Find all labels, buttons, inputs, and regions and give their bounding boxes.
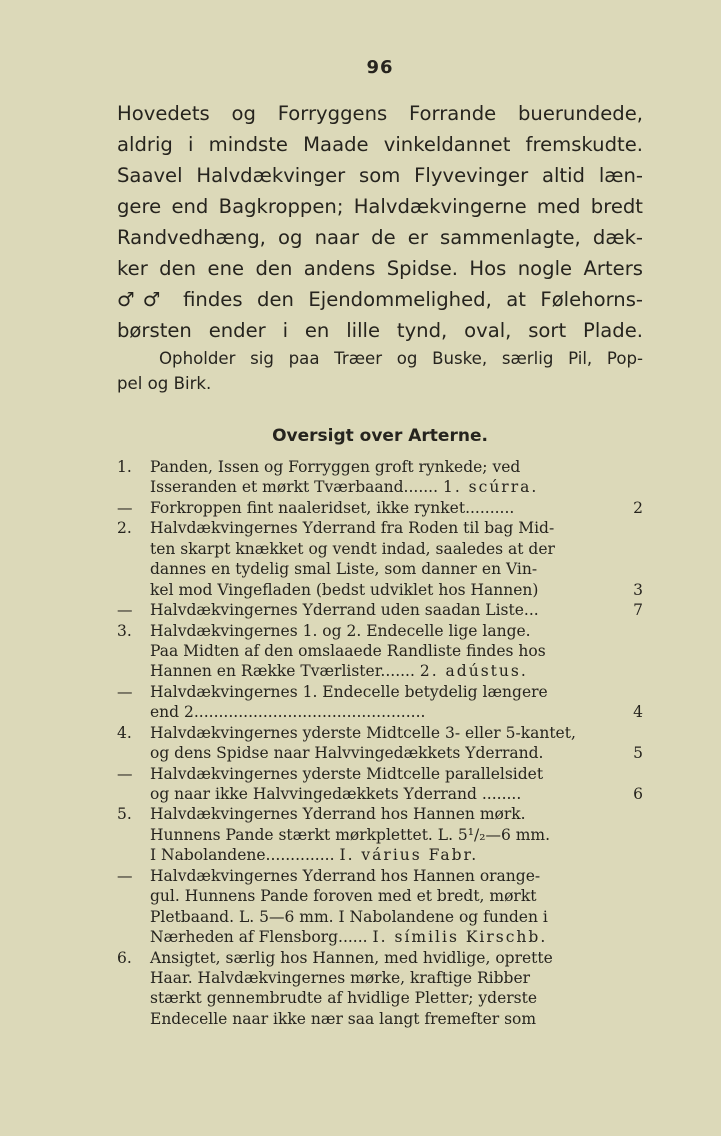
- habitat-line: pel og Birk.: [117, 374, 212, 393]
- key-text: [150, 845, 628, 865]
- key-text-body: Halvdækvingernes Yderrand hos Hannen mørk.: [150, 805, 526, 824]
- key-text-body: Forkroppen fint naaleridset, ikke rynket..........: [150, 498, 515, 517]
- key-text-body: Endecelle naar ikke nær saa langt fremefter som: [150, 1009, 537, 1028]
- key-text-body: ten skarpt knækket og vendt indad, saaledes at der: [150, 539, 555, 558]
- species-name: 2. adústus.: [419, 662, 528, 681]
- key-text: [150, 600, 628, 620]
- intro-paragraph: [117, 98, 643, 346]
- key-text: [150, 968, 628, 988]
- key-text: [150, 948, 628, 968]
- key-text-body: Halvdækvingernes Yderrand uden saadan Liste...: [150, 601, 539, 620]
- key-text: [150, 518, 628, 538]
- key-text-body: stærkt gennembrudte af hvidlige Pletter; yderste: [150, 989, 538, 1008]
- species-key: [117, 457, 643, 1029]
- key-row: [117, 600, 643, 620]
- key-number: 1.: [117, 458, 132, 476]
- key-row: [117, 743, 643, 763]
- key-text-body: Isseranden et mørkt Tværbaand.......: [150, 478, 443, 497]
- key-text-body: og dens Spidse naar Halvvingedækkets Yderrand.: [150, 744, 544, 763]
- intro-line: Hovedets og Forryggens Forrande buerundede,: [117, 102, 643, 125]
- key-text: [150, 661, 628, 681]
- key-row: [117, 457, 643, 477]
- key-text-body: Halvdækvingernes Yderrand hos Hannen orange-: [150, 866, 541, 885]
- key-number: 6.: [117, 948, 132, 967]
- key-number: 3.: [117, 621, 132, 640]
- species-name: I. várius Fabr.: [339, 846, 479, 865]
- key-row: [117, 539, 643, 559]
- key-text-body: Halvdækvingernes yderste Midtcelle parallelsidet: [150, 764, 544, 783]
- key-text-body: I Nabolandene..............: [150, 846, 340, 865]
- key-reference: 2: [633, 498, 643, 517]
- intro-line: ♂♂ findes den Ejendommelighed, at Følehorns-: [117, 288, 643, 311]
- key-reference: 4: [633, 703, 643, 722]
- intro-line: Randvedhæng, og naar de er sammenlagte, dæk-: [117, 226, 643, 249]
- key-text-body: Pletbaand. L. 5—6 mm. I Nabolandene og funden i: [150, 907, 548, 926]
- key-row: [117, 518, 643, 538]
- key-text-body: Haar. Halvdækvingernes mørke, kraftige Ribber: [150, 968, 531, 987]
- key-row: [117, 477, 643, 497]
- key-text-body: gul. Hunnens Pande foroven med et bredt, mørkt: [150, 887, 537, 906]
- key-text: [150, 784, 628, 804]
- key-text: [150, 723, 628, 743]
- key-text-body: Ansigtet, særlig hos Hannen, med hvidlige, oprette: [150, 948, 553, 967]
- key-number: 2.: [117, 519, 132, 538]
- key-text: [150, 580, 628, 600]
- key-number: —: [117, 682, 133, 701]
- key-text-body: Paa Midten af den omslaaede Randliste findes hos: [150, 641, 546, 660]
- key-text: [150, 866, 628, 886]
- key-text-body: Halvdækvingernes 1. og 2. Endecelle lige lange.: [150, 621, 531, 640]
- key-row: [117, 702, 643, 722]
- key-number: —: [117, 498, 133, 517]
- intro-line: Saavel Halvdækvinger som Flyvevinger altid læn-: [117, 164, 643, 187]
- key-text-body: Nærheden af Flensborg......: [150, 928, 373, 947]
- key-row: [117, 927, 643, 947]
- key-text: [150, 927, 628, 947]
- key-text: [150, 1009, 628, 1029]
- key-text-body: dannes en tydelig smal Liste, som danner en Vin-: [150, 560, 538, 579]
- key-text: [150, 457, 628, 477]
- habitat-paragraph: [117, 346, 643, 396]
- intro-line: børsten ender i en lille tynd, oval, sort Plade.: [117, 319, 643, 342]
- key-row: [117, 1009, 643, 1029]
- habitat-line: Opholder sig paa Træer og Buske, særlig Pil, Pop-: [159, 349, 643, 368]
- key-text: [150, 804, 628, 824]
- key-reference: 7: [633, 601, 643, 620]
- key-text: [150, 498, 628, 518]
- key-row: [117, 784, 643, 804]
- key-row: [117, 580, 643, 600]
- key-text-body: Halvdækvingernes Yderrand fra Roden til bag Mid-: [150, 519, 555, 538]
- key-number: 5.: [117, 805, 132, 824]
- key-text: [150, 702, 628, 722]
- key-row: [117, 621, 643, 641]
- key-number: —: [117, 601, 133, 620]
- key-text: [150, 988, 628, 1008]
- key-row: [117, 988, 643, 1008]
- key-text-body: Halvdækvingernes yderste Midtcelle 3- eller 5-kantet,: [150, 723, 576, 742]
- key-row: [117, 764, 643, 784]
- key-text: [150, 621, 628, 641]
- intro-line: ker den ene den andens Spidse. Hos nogle Arters: [117, 257, 643, 280]
- key-row: [117, 498, 643, 518]
- key-text: [150, 682, 628, 702]
- key-row: [117, 723, 643, 743]
- key-text-body: Panden, Issen og Forryggen groft rynkede; ved: [150, 458, 521, 476]
- key-row: [117, 804, 643, 824]
- key-text: [150, 641, 628, 661]
- key-text-body: Halvdækvingernes 1. Endecelle betydelig længere: [150, 682, 548, 701]
- key-text: [150, 539, 628, 559]
- key-number: —: [117, 764, 133, 783]
- key-text: [150, 559, 628, 579]
- key-reference: 3: [633, 580, 643, 599]
- key-row: [117, 948, 643, 968]
- key-row: [117, 886, 643, 906]
- intro-line: gere end Bagkroppen; Halvdækvingerne med bredt: [117, 195, 643, 218]
- section-heading: Oversigt over Arterne.: [272, 426, 488, 446]
- key-row: [117, 661, 643, 681]
- key-text: [150, 907, 628, 927]
- key-text-body: Hannen en Række Tværlister.......: [150, 662, 420, 681]
- key-number: —: [117, 866, 133, 885]
- key-reference: 6: [633, 785, 643, 803]
- page-number: 96: [366, 57, 394, 78]
- key-text-body: og naar ikke Halvvingedækkets Yderrand ........: [150, 785, 522, 803]
- species-name: 1. scúrra.: [442, 478, 539, 497]
- key-number: 4.: [117, 723, 132, 742]
- key-row: [117, 968, 643, 988]
- key-row: [117, 682, 643, 702]
- key-text: [150, 764, 628, 784]
- key-text-body: Hunnens Pande stærkt mørkplettet. L. 5¹/₂—6 mm.: [150, 825, 551, 844]
- key-row: [117, 825, 643, 845]
- key-row: [117, 641, 643, 661]
- key-row: [117, 907, 643, 927]
- species-name: I. símilis Kirschb.: [372, 928, 548, 947]
- key-text-body: kel mod Vingefladen (bedst udviklet hos Hannen): [150, 580, 539, 599]
- key-row: [117, 866, 643, 886]
- key-row: [117, 845, 643, 865]
- key-row: [117, 559, 643, 579]
- key-text-body: end 2...............................................: [150, 703, 426, 722]
- key-text: [150, 477, 628, 497]
- key-text: [150, 886, 628, 906]
- key-text: [150, 825, 628, 845]
- key-reference: 5: [633, 744, 643, 763]
- intro-line: aldrig i mindste Maade vinkeldannet fremskudte.: [117, 133, 643, 156]
- key-text: [150, 743, 628, 763]
